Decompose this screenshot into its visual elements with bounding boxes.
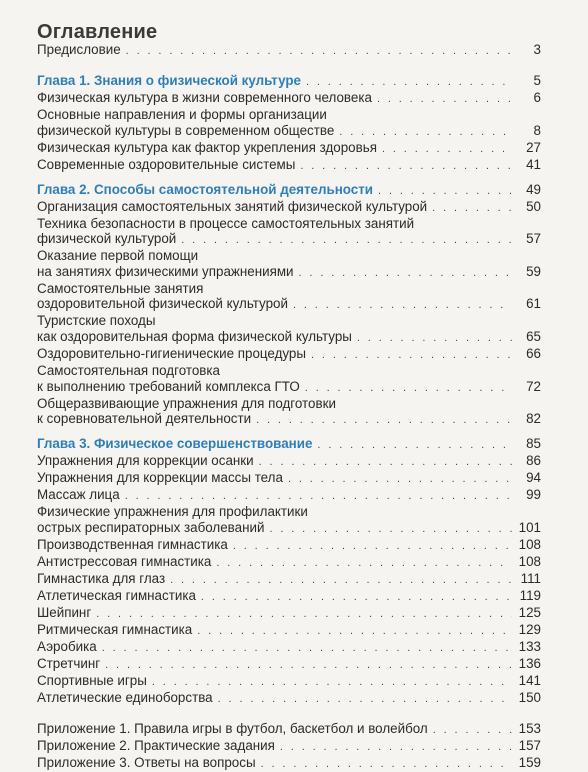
dot-leader bbox=[269, 522, 512, 537]
page-number: 8 bbox=[533, 122, 541, 138]
toc-entry-title: Шейпинг bbox=[37, 604, 92, 620]
page-number: 50 bbox=[526, 198, 541, 214]
page-number: 129 bbox=[518, 621, 541, 637]
chapter-title: Глава 3. Физическое совершенствование bbox=[37, 436, 313, 452]
toc-entry[interactable] bbox=[37, 42, 541, 59]
page-number: 27 bbox=[526, 139, 541, 155]
dot-leader bbox=[299, 266, 512, 281]
toc-chapter[interactable] bbox=[37, 436, 541, 453]
page-number: 111 bbox=[520, 570, 541, 586]
toc-entry[interactable] bbox=[37, 107, 541, 140]
page-number: 49 bbox=[526, 181, 541, 197]
page-number: 6 bbox=[533, 90, 541, 105]
toc-entry-title: Спортивные игры bbox=[37, 672, 147, 688]
dot-leader bbox=[216, 556, 512, 571]
dot-leader bbox=[317, 438, 512, 453]
page-number: 72 bbox=[526, 378, 541, 394]
toc-entry-title: Стретчинг bbox=[37, 655, 101, 671]
dot-leader bbox=[293, 298, 512, 313]
toc-entry[interactable] bbox=[37, 157, 541, 174]
toc-entry[interactable] bbox=[37, 738, 541, 755]
toc-entry-title: физической культурой bbox=[37, 231, 177, 247]
toc-entry[interactable] bbox=[37, 639, 541, 656]
toc-entry[interactable] bbox=[37, 281, 541, 314]
toc-chapter[interactable] bbox=[37, 73, 541, 90]
toc-entry-line: Туристские походы bbox=[37, 313, 156, 329]
dot-leader bbox=[261, 757, 512, 772]
dot-leader bbox=[377, 92, 512, 107]
page-number: 65 bbox=[526, 328, 541, 344]
toc-entry[interactable] bbox=[37, 554, 541, 571]
toc-entry-title: Приложение 3. Ответы на вопросы bbox=[37, 754, 256, 770]
toc-entry-title: Современные оздоровительные системы bbox=[37, 156, 296, 172]
toc-entry-line: Основные направления и формы организации bbox=[37, 107, 327, 122]
toc-entry-title: Организация самостоятельных занятий физической культурой bbox=[37, 198, 428, 214]
page-number: 94 bbox=[526, 470, 541, 486]
toc-entry[interactable] bbox=[37, 216, 541, 249]
page-number: 59 bbox=[526, 263, 541, 279]
toc-entry[interactable] bbox=[37, 571, 541, 588]
toc-entry-title: Физическая культура в жизни современного человека bbox=[37, 90, 372, 105]
dot-leader bbox=[306, 75, 512, 90]
dot-leader bbox=[96, 607, 512, 622]
toc-entry-title: Физическая культура как фактор укрепления здоровья bbox=[37, 139, 377, 155]
toc-entry[interactable] bbox=[37, 90, 541, 107]
toc-entry-title: как оздоровительная форма физической культуры bbox=[37, 328, 352, 344]
toc-entry[interactable] bbox=[37, 537, 541, 554]
page-number: 150 bbox=[518, 689, 541, 705]
toc-entry-title: Приложение 2. Практические задания bbox=[37, 737, 275, 753]
dot-leader bbox=[259, 455, 512, 470]
toc-entry[interactable] bbox=[37, 346, 541, 363]
toc-entry[interactable] bbox=[37, 622, 541, 639]
dot-leader bbox=[218, 692, 512, 707]
toc-entry-title: Атлетическая гимнастика bbox=[37, 587, 196, 603]
dot-leader bbox=[305, 381, 512, 396]
page-number: 5 bbox=[533, 73, 541, 88]
toc-entry-title: Предисловие bbox=[37, 42, 121, 57]
toc-entry-title: Оздоровительно-гигиенические процедуры bbox=[37, 345, 307, 361]
section-gap bbox=[37, 59, 541, 73]
page-number: 119 bbox=[519, 587, 541, 603]
toc-entry-title: Массаж лица bbox=[37, 487, 120, 503]
toc-entry-line: Самостоятельная подготовка bbox=[37, 362, 220, 378]
dot-leader bbox=[126, 44, 512, 59]
toc-entry-title: физической культуры в современном обществе bbox=[37, 122, 335, 138]
dot-leader bbox=[170, 573, 512, 588]
toc-entry-title: Антистрессовая гимнастика bbox=[37, 553, 212, 569]
dot-leader bbox=[382, 142, 512, 157]
page-number: 82 bbox=[526, 411, 541, 427]
section-gap bbox=[37, 174, 541, 182]
toc-entry[interactable] bbox=[37, 248, 541, 281]
dot-leader bbox=[311, 348, 512, 363]
dot-leader bbox=[280, 740, 512, 755]
page-title: Оглавление bbox=[37, 21, 158, 44]
toc-entry-line: Физические упражнения для профилактики bbox=[37, 504, 308, 520]
dot-leader bbox=[233, 539, 512, 554]
dot-leader bbox=[432, 201, 512, 216]
toc-entry[interactable] bbox=[37, 313, 541, 346]
toc-entry-title: на занятиях физическими упражнениями bbox=[37, 263, 294, 279]
dot-leader bbox=[256, 413, 512, 428]
dot-leader bbox=[433, 723, 512, 738]
toc-entry[interactable] bbox=[37, 396, 541, 429]
toc-entry[interactable] bbox=[37, 588, 541, 605]
toc-entry-title: Ритмическая гимнастика bbox=[37, 621, 193, 637]
chapter-title: Глава 2. Способы самостоятельной деятельности bbox=[37, 181, 374, 197]
dot-leader bbox=[288, 472, 512, 487]
toc-entry[interactable] bbox=[37, 453, 541, 470]
toc-entry[interactable] bbox=[37, 690, 541, 707]
page-number: 153 bbox=[518, 720, 541, 736]
page-number: 108 bbox=[518, 553, 541, 569]
page-number: 99 bbox=[526, 487, 541, 503]
page-number: 101 bbox=[518, 519, 541, 535]
page-number: 108 bbox=[518, 536, 541, 552]
page-number: 159 bbox=[518, 754, 541, 770]
page-number: 125 bbox=[518, 604, 541, 620]
toc-entry[interactable] bbox=[37, 755, 541, 772]
toc-entry[interactable] bbox=[37, 673, 541, 690]
toc-entry[interactable] bbox=[37, 470, 541, 487]
dot-leader bbox=[125, 489, 512, 504]
chapter-title: Глава 1. Знания о физической культуре bbox=[37, 73, 301, 88]
toc-entry-line: Оказание первой помощи bbox=[37, 248, 199, 264]
page-number: 141 bbox=[518, 672, 541, 688]
toc-entry[interactable] bbox=[37, 656, 541, 673]
page-number: 3 bbox=[533, 42, 541, 57]
page-number: 85 bbox=[526, 436, 541, 452]
toc-entry-title: Приложение 1. Правила игры в футбол, баскетбол и волейбол bbox=[37, 720, 428, 736]
dot-leader bbox=[105, 658, 512, 673]
page-number: 57 bbox=[526, 231, 541, 247]
toc-entry-title: Упражнения для коррекции массы тела bbox=[37, 470, 283, 486]
page-number: 41 bbox=[526, 156, 541, 172]
toc-entry[interactable] bbox=[37, 140, 541, 157]
page-number: 66 bbox=[526, 345, 541, 361]
toc-entry[interactable] bbox=[37, 363, 541, 396]
toc-entry[interactable] bbox=[37, 721, 541, 738]
toc-entry-title: Производственная гимнастика bbox=[37, 536, 228, 552]
toc-entry[interactable] bbox=[37, 487, 541, 504]
page-number: 61 bbox=[526, 296, 541, 312]
dot-leader bbox=[102, 641, 512, 656]
toc-entry[interactable] bbox=[37, 504, 541, 537]
dot-leader bbox=[181, 233, 512, 248]
dot-leader bbox=[357, 331, 512, 346]
page-number: 133 bbox=[518, 638, 541, 654]
section-gap bbox=[37, 707, 541, 721]
toc-entry-title: к выполнению требований комплекса ГТО bbox=[37, 378, 300, 394]
page-number: 157 bbox=[518, 737, 541, 753]
toc-entry-title: острых респираторных заболеваний bbox=[37, 519, 265, 535]
page-number: 136 bbox=[518, 655, 541, 671]
dot-leader bbox=[300, 159, 512, 174]
toc-entry-title: оздоровительной физической культурой bbox=[37, 296, 288, 312]
toc-entry-line: Техника безопасности в процессе самостоятельных занятий bbox=[37, 215, 415, 231]
dot-leader bbox=[197, 624, 512, 639]
toc-entry-title: Атлетические единоборства bbox=[37, 689, 213, 705]
toc-entry-title: к соревновательной деятельности bbox=[37, 411, 252, 427]
toc-list bbox=[37, 42, 541, 772]
dot-leader bbox=[201, 590, 512, 605]
dot-leader bbox=[378, 184, 512, 199]
toc-chapter[interactable] bbox=[37, 182, 541, 199]
dot-leader bbox=[152, 675, 512, 690]
page-number: 86 bbox=[526, 453, 541, 469]
toc-entry-line: Общеразвивающие упражнения для подготовки bbox=[37, 395, 336, 411]
toc-entry-line: Самостоятельные занятия bbox=[37, 280, 204, 296]
toc-entry[interactable] bbox=[37, 605, 541, 622]
toc-entry-title: Гимнастика для глаз bbox=[37, 570, 166, 586]
toc-entry[interactable] bbox=[37, 199, 541, 216]
toc-entry-title: Упражнения для коррекции осанки bbox=[37, 453, 254, 469]
toc-entry-title: Аэробика bbox=[37, 638, 97, 654]
section-gap bbox=[37, 428, 541, 436]
dot-leader bbox=[339, 125, 512, 140]
